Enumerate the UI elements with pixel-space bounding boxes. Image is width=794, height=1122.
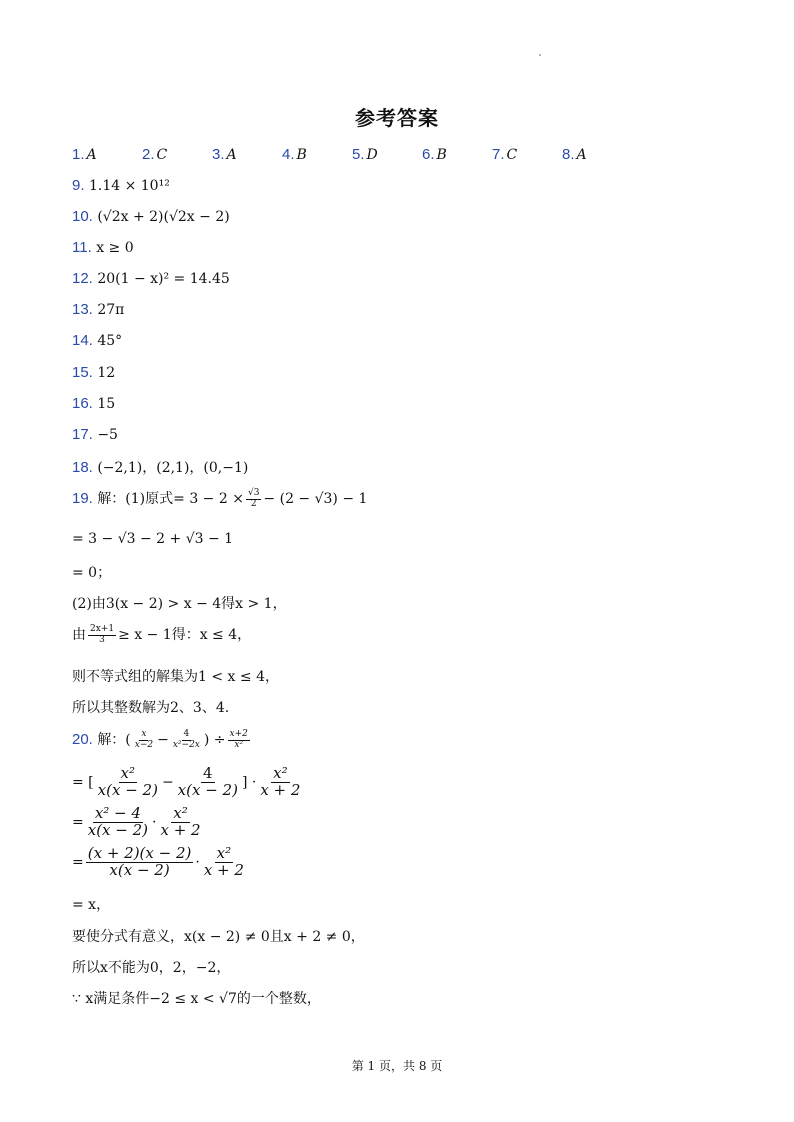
operator: ) ÷ xyxy=(203,732,226,748)
denominator: x + 2 xyxy=(203,860,244,879)
q20-line-8: ∵ x满足条件−2 ≤ x < √7的一个整数， xyxy=(72,991,321,1007)
answer-letter: A xyxy=(576,147,587,163)
fraction xyxy=(246,489,261,509)
question-number: 14. xyxy=(72,332,93,349)
question-number: 11. xyxy=(72,239,92,256)
fraction xyxy=(96,766,160,799)
operator: − xyxy=(157,732,169,748)
question-number: 17. xyxy=(72,426,93,443)
fraction xyxy=(176,766,240,799)
page-title: 参考答案 xyxy=(355,106,439,130)
numerator: 4 xyxy=(183,729,190,740)
answer-9 xyxy=(72,177,170,194)
numerator: x² − 4 xyxy=(94,804,141,822)
solution-text: = xyxy=(72,854,84,871)
q19-line-2: = 3 − √3 − 2 + √3 − 1 xyxy=(72,531,234,547)
denominator: x + 2 xyxy=(260,780,301,799)
question-number: 12. xyxy=(72,270,93,287)
fraction xyxy=(202,846,246,879)
answer-text: 12 xyxy=(97,365,116,381)
mc-item-6 xyxy=(422,146,447,163)
question-number: 19. xyxy=(72,490,93,507)
question-number: 3. xyxy=(212,146,225,163)
operator: ] · xyxy=(241,774,257,791)
answer-11 xyxy=(72,239,134,256)
answer-text: 15 xyxy=(97,396,116,412)
numerator: x+2 xyxy=(229,729,248,740)
answer-14 xyxy=(72,332,122,349)
solution-text: 由 xyxy=(72,627,86,643)
numerator: √3 xyxy=(247,488,260,499)
fraction xyxy=(86,806,150,839)
question-number: 6. xyxy=(422,146,435,163)
answer-letter: B xyxy=(436,147,447,163)
q20-line-6: 要使分式有意义，x(x − 2) ≠ 0且x + 2 ≠ 0， xyxy=(72,929,365,945)
solution-text: ≥ x − 1得：x ≤ 4， xyxy=(118,627,252,643)
answer-letter: A xyxy=(86,147,97,163)
answer-text: (−2,1)，(2,1)，(0,−1) xyxy=(97,460,249,476)
fraction xyxy=(133,730,155,750)
operator: − xyxy=(161,774,174,791)
numerator: 2x+1 xyxy=(90,624,115,635)
answer-letter: D xyxy=(366,147,378,163)
solution-text: − (2 − √3) − 1 xyxy=(263,491,368,507)
mc-item-5 xyxy=(352,146,378,163)
numerator: x² xyxy=(120,764,136,782)
mc-item-4 xyxy=(282,146,307,163)
denominator: x² xyxy=(234,739,244,750)
answer-text: 20(1 − x)² = 14.45 xyxy=(97,271,230,287)
answer-letter: B xyxy=(296,147,307,163)
answer-text: 27π xyxy=(97,302,125,318)
answer-16 xyxy=(72,395,115,412)
fraction xyxy=(228,730,250,750)
answer-text: 1.14 × 10¹² xyxy=(88,178,170,194)
answer-text: (√2x + 2)(√2x − 2) xyxy=(97,209,230,225)
q20-line-7: 所以x不能为0，2，−2， xyxy=(72,960,231,976)
denominator: 2 xyxy=(250,498,257,509)
denominator: x(x − 2) xyxy=(109,860,170,879)
solution-text: 解：(1)原式= 3 − 2 × xyxy=(97,491,244,507)
denominator: x(x − 2) xyxy=(177,780,238,799)
question-number: 1. xyxy=(72,146,85,163)
q20-step-4: = $\frac{(x + 2)(x - 2)}{x(x - 2)}$ · $\frac{\text{x²}}{x + 2}$ xyxy=(72,844,244,879)
answer-18 xyxy=(72,457,248,477)
question-number: 4. xyxy=(282,146,295,163)
mc-item-1 xyxy=(72,146,97,163)
question-number: 16. xyxy=(72,395,93,412)
answer-letter: C xyxy=(506,147,518,163)
numerator: 4 xyxy=(203,764,213,782)
question-number: 20. xyxy=(72,731,93,748)
q20-step-3: = $\frac{\text{x² − 4}}{x(x - 2)}$ · $\frac{\text{x²}}{x + 2}$ xyxy=(72,804,201,839)
q20-line-5: = x， xyxy=(72,897,111,913)
denominator: x−2 xyxy=(134,739,154,750)
scan-dot xyxy=(539,54,541,56)
answer-letter: A xyxy=(226,147,237,163)
answer-text: x ≥ 0 xyxy=(96,240,134,256)
question-number: 7. xyxy=(492,146,505,163)
fraction xyxy=(88,625,116,645)
q19-line-7: 所以其整数解为2、3、4. xyxy=(72,700,230,716)
mc-item-7 xyxy=(492,146,517,163)
fraction xyxy=(258,766,302,799)
answer-12 xyxy=(72,270,230,287)
answer-10 xyxy=(72,208,230,225)
answer-13 xyxy=(72,301,124,318)
solution-text: 解：( xyxy=(97,732,131,748)
question-number: 5. xyxy=(352,146,365,163)
solution-text: = xyxy=(72,814,84,831)
numerator: x² xyxy=(173,804,188,822)
denominator: x + 2 xyxy=(160,820,201,839)
denominator: 3 xyxy=(99,634,105,645)
q19-line-5 xyxy=(72,624,251,645)
answer-text: −5 xyxy=(97,427,118,443)
fraction xyxy=(86,846,194,879)
question-number: 9. xyxy=(72,177,85,194)
fraction xyxy=(158,806,202,839)
question-number: 8. xyxy=(562,146,575,163)
question-number: 13. xyxy=(72,301,93,318)
q19-line-4: (2)由3(x − 2) > x − 4得x > 1， xyxy=(72,596,287,612)
page-footer: 第 1 页，共 8 页 xyxy=(351,1059,443,1073)
numerator: x² xyxy=(273,764,288,782)
question-number: 18. xyxy=(72,459,93,476)
q20-step-2 xyxy=(72,766,304,799)
question-number: 15. xyxy=(72,364,93,381)
fraction xyxy=(171,730,202,750)
denominator: x(x − 2) xyxy=(97,780,158,799)
answer-text: 45° xyxy=(97,333,123,349)
numerator: x xyxy=(141,729,147,740)
q19-line-1 xyxy=(72,488,367,509)
numerator: x² xyxy=(216,844,232,862)
answer-15 xyxy=(72,364,115,381)
numerator: (x + 2)(x − 2) xyxy=(87,844,192,862)
q20-line-1 xyxy=(72,729,252,750)
answer-letter: C xyxy=(156,147,168,163)
mc-item-2 xyxy=(142,146,167,163)
q19-line-3: = 0； xyxy=(72,565,112,581)
answer-17 xyxy=(72,426,118,443)
mc-item-3 xyxy=(212,146,237,163)
mc-item-8 xyxy=(562,146,587,163)
q19-line-6: 则不等式组的解集为1 < x ≤ 4， xyxy=(72,669,279,685)
question-number: 10. xyxy=(72,208,93,225)
denominator: x(x − 2) xyxy=(87,820,149,839)
denominator: x²−2x xyxy=(172,739,200,750)
question-number: 2. xyxy=(142,146,155,163)
solution-text: = [ xyxy=(72,774,94,791)
